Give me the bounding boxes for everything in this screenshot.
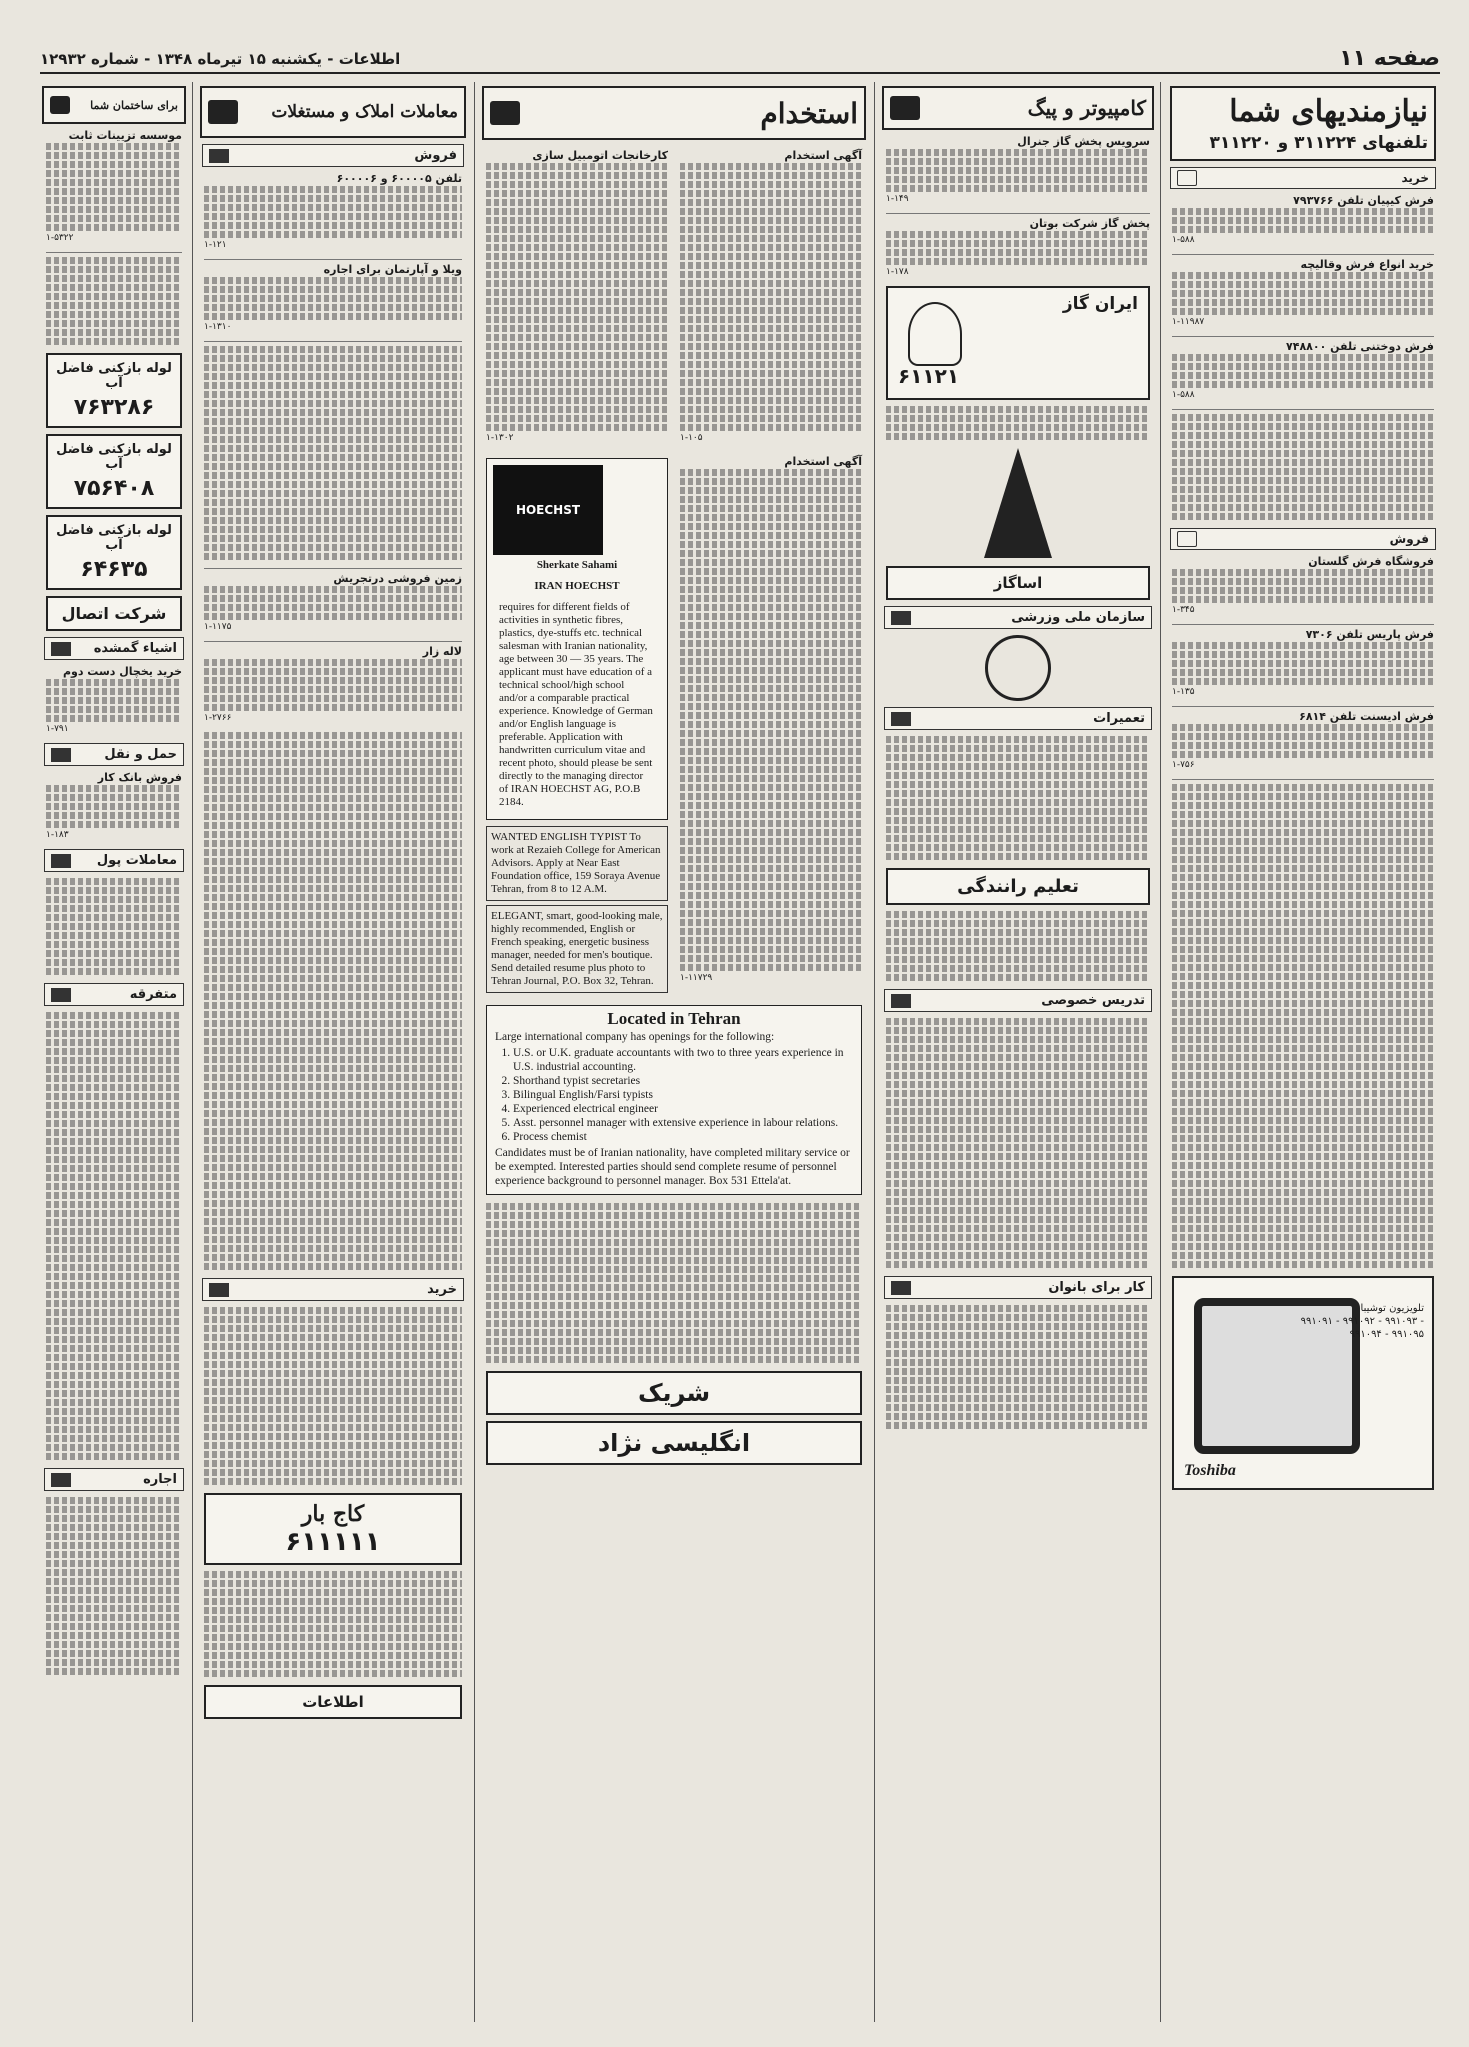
ad (886, 1305, 1150, 1429)
hoechst-logo: HOECHST (493, 465, 603, 555)
ad: فرش دوختنی تلفن ۷۴۸۸۰۰ ۱-۵۸۸ (1172, 340, 1434, 400)
building-icon (50, 96, 70, 114)
column-misc (40, 82, 188, 2022)
ad (204, 1571, 462, 1677)
ettelaat-ad: اطلاعات (204, 1685, 462, 1719)
pipe-ad-3: لوله بازکنی فاضل آب ۶۴۶۳۵ (46, 515, 182, 590)
section-lost-items: اشیاء گمشده (44, 637, 184, 660)
gas-bottle-icon (908, 302, 962, 366)
column-services (880, 82, 1156, 2022)
ad (886, 1018, 1150, 1268)
ad (46, 1497, 182, 1675)
section-header: برای ساختمان شما (42, 86, 186, 124)
money-icon (51, 854, 71, 868)
section-women-jobs: کار برای بانوان (884, 1276, 1152, 1299)
ad: آگهی استخدام ۱-۱۱۷۲۹ (680, 455, 862, 983)
tools-icon (891, 712, 911, 726)
ad: زمین فروشی درتجریش ۱-۱۱۷۵ (204, 572, 462, 632)
elegant-manager-ad: ELEGANT, smart, good-looking male, highly recommended, English or French speaking, energetic business manager, needed for men's boutique. Send detailed resume plus photo to Tehran Journal, P.O. Box 32, Tehran. (486, 905, 668, 993)
classifieds-phones: تلفنهای ۳۱۱۲۲۴ و ۳۱۱۲۲۰ (1209, 133, 1428, 153)
book-icon (891, 994, 911, 1008)
ad (1172, 414, 1434, 520)
ad (886, 406, 1150, 440)
section-header: معاملات املاک و مستغلات (200, 86, 466, 138)
section-misc: متفرقه (44, 983, 184, 1006)
pipe-ad-2: لوله بازکنی فاضل آب ۷۵۶۴۰۸ (46, 434, 182, 509)
section-header: کامپیوتر و پیگ (882, 86, 1154, 130)
section-sale: فروش (202, 144, 464, 167)
ad: فروش بانک کار ۱-۱۸۳ (46, 771, 182, 840)
section-sell: فروش (1170, 528, 1436, 550)
toshiba-brand: Toshiba (1184, 1462, 1236, 1479)
located-in-tehran-ad: Located in Tehran Large international company has openings for the following: 1. U.S. or U.K. graduate accountants with two to three years experience in U.S. industrial accounting. 2. Shorthand typist secretaries 3. Bilingual English/Farsi typists 4. Experienced electrical engineer 5. Asst. personnel manager with extensive experience in labour relations. 6. Process chemist Candidates must be of Iranian nationality, have completed military service or be exempted. Interested parties should send complete resume of personnel experience background to personnel manager. Box 531 Ettela'at. (486, 1005, 862, 1195)
ad (46, 1012, 182, 1460)
key-icon (209, 149, 229, 163)
pipe-ad-1: لوله بازکنی فاضل آب ۷۶۳۲۸۶ (46, 353, 182, 428)
english-school-ad: انگلیسی نژاد (486, 1421, 862, 1465)
job-list: 1. U.S. or U.K. graduate accountants with two to three years experience in U.S. industrial accounting. 2. Shorthand typist secretaries 3. Bilingual English/Farsi typists 4. Experienced electrical engineer 5. Asst. personnel manager with extensive experience in labour relations. 6. Process chemist (513, 1046, 853, 1144)
column-real-estate (198, 82, 468, 2022)
section-transport: حمل و نقل (44, 743, 184, 766)
ad: ویلا و آپارتمان برای اجاره ۱-۱۳۱۰ (204, 263, 462, 332)
ad (204, 346, 462, 560)
section-tutoring: تدریس خصوصی (884, 989, 1152, 1012)
ad: خرید انواع فرش وقالیچه ۱-۱۱۹۸۷ (1172, 258, 1434, 327)
section-buy: خرید (1170, 167, 1436, 189)
ad (886, 911, 1150, 981)
classifieds-masthead (1170, 86, 1436, 161)
ad: لاله زار ۱-۲۷۶۶ (204, 645, 462, 723)
ad: پخش گاز شرکت بوتان ۱-۱۷۸ (886, 217, 1150, 277)
partner-ad: شریک (486, 1371, 862, 1415)
section-money: معاملات پول (44, 849, 184, 872)
computer-icon (890, 96, 920, 120)
asa-gas-brand: اساگاز (886, 566, 1150, 600)
ad: فرش کیپیان تلفن ۷۹۳۷۶۶ ۱-۵۸۸ (1172, 194, 1434, 245)
ad: تلفن ۶۰۰۰۰۵ و ۶۰۰۰۰۶ ۱-۱۲۱ (204, 172, 462, 250)
truck-icon (51, 748, 71, 762)
plus-icon (51, 988, 71, 1002)
company-ad: شرکت اتصال (46, 596, 182, 631)
ad: آگهی استخدام ۱-۱۰۵ (680, 149, 862, 443)
worker-icon (490, 101, 520, 125)
woman-icon (891, 1281, 911, 1295)
house-icon (208, 100, 238, 124)
sports-icon (891, 611, 911, 625)
issue-line: اطلاعات - یکشنبه ۱۵ تیرماه ۱۳۴۸ - شماره ۱۲۹۳۲ (40, 50, 401, 68)
ad: فرش پاریس تلفن ۷۳۰۶ ۱-۱۳۵ (1172, 628, 1434, 697)
section-rent: اجاره (44, 1468, 184, 1491)
ad: کارخانجات اتومبیل سازی ۱-۱۳۰۲ (486, 149, 668, 443)
section-header: استخدام (482, 86, 866, 140)
page-number: صفحه ۱۱ (1339, 46, 1440, 71)
masthead (40, 46, 1440, 74)
furniture-icon (1177, 531, 1197, 547)
section-driving: تعلیم رانندگی (886, 868, 1150, 905)
section-buy: خرید (202, 1278, 464, 1301)
ad (1172, 784, 1434, 1268)
ad: فروشگاه فرش گلستان ۱-۳۴۵ (1172, 555, 1434, 615)
hoechst-ad: HOECHST Sherkate Sahami IRAN HOECHST requires for different fields of activities in synthetic fibres, plastics, dye-stuffs etc. technical salesman with Iranian nationality, age between 30 — 35 years. The applicant must have education of a technical school/high school and/or a comparable practical experience. Knowledge of German and/or English language is preferable. Application with handwritten curriculum vitae and recent photo, should please be sent directly to the managing director of IRAN HOECHST AG, P.O.B 2184. (486, 458, 668, 820)
asa-gas-logo (984, 448, 1052, 558)
ad (886, 736, 1150, 860)
key-icon (51, 642, 71, 656)
column-employment (480, 82, 868, 2022)
iran-gas-ad: ایران گاز ۶۱۱۲۱ (886, 286, 1150, 400)
ad (204, 1307, 462, 1485)
ad: فرش ادیسنت تلفن ۶۸۱۴ ۱-۷۵۶ (1172, 710, 1434, 770)
toshiba-ad (1172, 1276, 1434, 1490)
ad (486, 1203, 862, 1363)
classifieds-title: نیازمندیهای شما (1229, 94, 1428, 129)
wanted-typist-ad: WANTED ENGLISH TYPIST To work at Rezaieh College for American Advisors. Apply at Near East Foundation office, 159 Soraya Avenue Tehran, from 8 to 12 A.M. (486, 826, 668, 901)
carpet-icon (1177, 170, 1197, 186)
ad: خرید یخچال دست دوم ۱-۷۹۱ (46, 665, 182, 734)
section-sports: سازمان ملی وزرشی (884, 606, 1152, 629)
ad: سرویس پخش گاز جنرال ۱-۱۴۹ (886, 135, 1150, 204)
ad (204, 732, 462, 1270)
kaj-bar-ad: کاج بار ۶۱۱۱۱۱ (204, 1493, 462, 1565)
ad (46, 257, 182, 345)
column-classifieds (1166, 82, 1440, 2022)
section-repairs: تعمیرات (884, 707, 1152, 730)
ad (46, 878, 182, 975)
car-icon (51, 1473, 71, 1487)
building-icon (209, 1283, 229, 1297)
globe-icon (985, 635, 1051, 701)
tv-phones: تلویزیون توشیبا ۹۹۱۰۹۱ - ۹۹۱۰۹۲ - ۹۹۱۰۹۳ - ۹۹۱۰۹۴ - ۹۹۱۰۹۵ (1300, 1303, 1424, 1340)
ad: موسسه تزیینات ثابت ۱-۵۳۲۲ (46, 129, 182, 243)
